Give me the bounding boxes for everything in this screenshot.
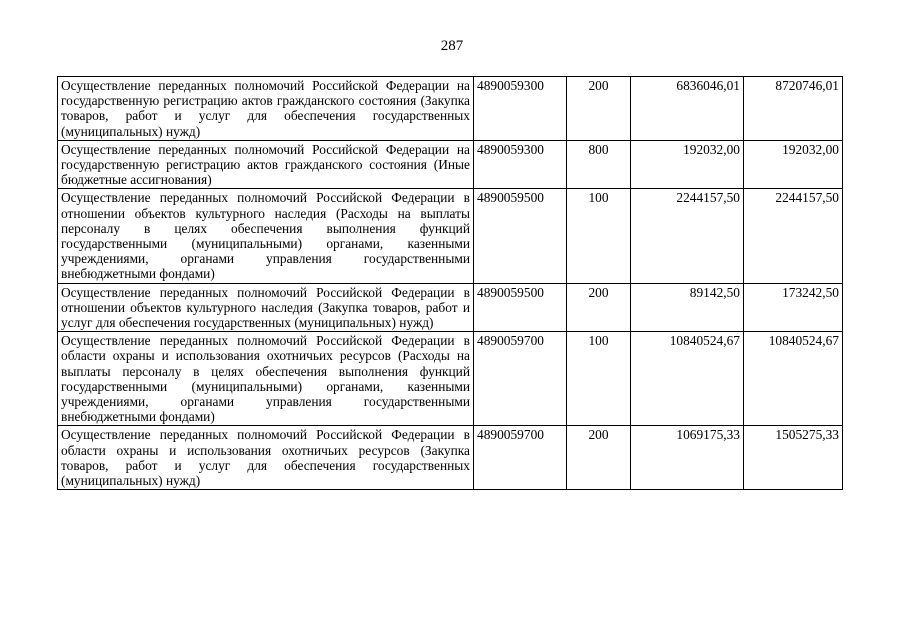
target-article-code: 4890059500 [474, 189, 567, 283]
amount-first-year: 192032,00 [631, 140, 744, 189]
expense-type-code: 200 [567, 283, 631, 332]
budget-table [57, 76, 843, 490]
amount-first-year: 6836046,01 [631, 77, 744, 141]
expense-description: Осуществление переданных полномочий Российской Федерации в области охраны и использования охотничьих ресурсов (Закупка товаров, работ и услуг для обеспечения государственных (муниципальных) нужд) [58, 426, 474, 490]
amount-first-year: 2244157,50 [631, 189, 744, 283]
amount-second-year: 1505275,33 [744, 426, 843, 490]
expense-type-code: 200 [567, 426, 631, 490]
expense-description: Осуществление переданных полномочий Российской Федерации на государственную регистрацию актов гражданского состояния (Закупка товаров, работ и услуг для обеспечения государственных (муниципальных) нужд) [58, 77, 474, 141]
amount-first-year: 10840524,67 [631, 332, 744, 426]
table-row [58, 283, 843, 332]
amount-second-year: 8720746,01 [744, 77, 843, 141]
target-article-code: 4890059300 [474, 140, 567, 189]
table-row [58, 189, 843, 283]
expense-type-code: 100 [567, 332, 631, 426]
table-row [58, 140, 843, 189]
expense-description: Осуществление переданных полномочий Российской Федерации в отношении объектов культурного наследия (Закупка товаров, работ и услуг для обеспечения государственных (муниципальных) нужд) [58, 283, 474, 332]
table-row [58, 426, 843, 490]
amount-first-year: 89142,50 [631, 283, 744, 332]
expense-type-code: 200 [567, 77, 631, 141]
table-row [58, 332, 843, 426]
expense-type-code: 800 [567, 140, 631, 189]
target-article-code: 4890059700 [474, 332, 567, 426]
amount-second-year: 192032,00 [744, 140, 843, 189]
amount-second-year: 173242,50 [744, 283, 843, 332]
expense-description: Осуществление переданных полномочий Российской Федерации в отношении объектов культурного наследия (Расходы на выплаты персоналу в целях обеспечения выполнения функций государственными (муниципальными) органами, казенными учреждениями, органами управления государственными внебюджетными фондами) [58, 189, 474, 283]
expense-description: Осуществление переданных полномочий Российской Федерации на государственную регистрацию актов гражданского состояния (Иные бюджетные ассигнования) [58, 140, 474, 189]
target-article-code: 4890059300 [474, 77, 567, 141]
page-number: 287 [440, 38, 464, 54]
target-article-code: 4890059500 [474, 283, 567, 332]
amount-second-year: 10840524,67 [744, 332, 843, 426]
expense-description: Осуществление переданных полномочий Российской Федерации в области охраны и использования охотничьих ресурсов (Расходы на выплаты персоналу в целях обеспечения выполнения функций государственными (муниципальными) органами, казенными учреждениями, органами управления государственными внебюджетными фондами) [58, 332, 474, 426]
amount-second-year: 2244157,50 [744, 189, 843, 283]
amount-first-year: 1069175,33 [631, 426, 744, 490]
table-row [58, 77, 843, 141]
target-article-code: 4890059700 [474, 426, 567, 490]
expense-type-code: 100 [567, 189, 631, 283]
